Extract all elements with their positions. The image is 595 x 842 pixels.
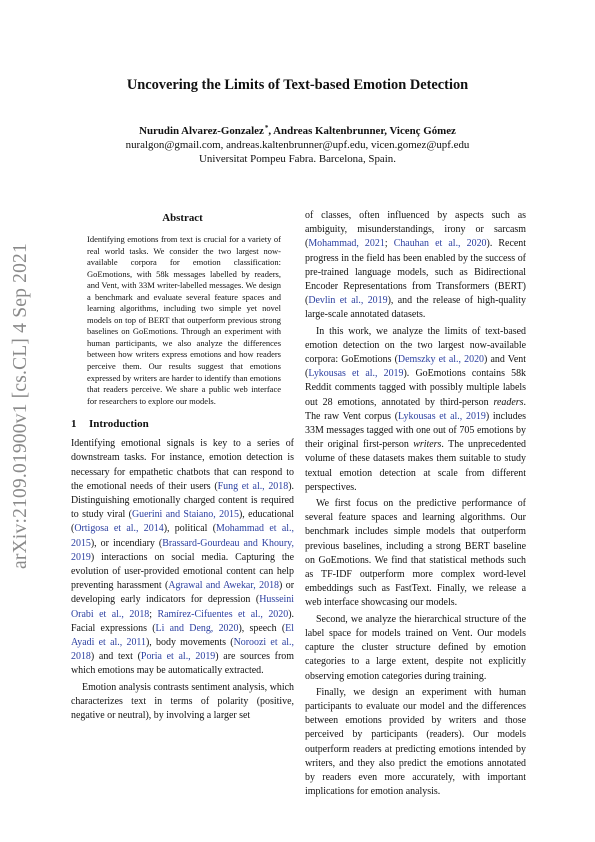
text-run: ) and Vent ( <box>305 354 526 380</box>
intro-paragraph-3 <box>305 325 526 495</box>
text-run: of classes, often influenced by aspects such as ambiguity, misunderstandings, irony or sarcasm ( <box>305 210 526 250</box>
citation-link[interactable]: Lykousas et al., 2019 <box>308 368 404 380</box>
citation-link[interactable]: Ortigosa et al., 2014 <box>74 523 164 535</box>
section-heading-introduction <box>71 418 294 430</box>
citation-link[interactable]: Ramírez-Cifuentes et al., 2020 <box>157 608 289 620</box>
text-run: ). Facial expressions ( <box>71 608 294 634</box>
text-run: ). GoEmotions contains 58k Reddit comments tagged with possibly multiple labels out 28 emotions, annotated by third-person <box>305 368 527 408</box>
text-run: ), speech ( <box>238 622 286 634</box>
author-footnote-mark[interactable]: * <box>264 124 269 132</box>
intro-paragraph-2-continued <box>305 209 526 323</box>
intro-paragraph-5: Second, we analyze the hierarchical structure of the label space for models trained on Vent. Our models capture the cluster structure defined by emotion categories to a large extent, despite not explicitly observing emotion categories during training. <box>305 613 526 682</box>
intro-paragraph-1 <box>71 437 294 678</box>
citation-link[interactable]: Husseini Orabi et al., 2018 <box>71 594 294 620</box>
intro-paragraph-2: Emotion analysis contrasts sentiment analysis, which characterizes text in terms of polarity (positive, negative or neutral), by involving a larger set <box>71 681 294 722</box>
citation-link[interactable]: Mohammad et al., 2015 <box>71 523 294 549</box>
intro-paragraph-6: Finally, we design an experiment with human participants to evaluate our model and the differences between emotions provided by writers and those perceived by participants (readers). Our models outperform readers at predicting emotions intended by writers, and they also predict the emotions annotated by readers even more accurately, with important implications for emotion analysis. <box>305 686 526 798</box>
text-run: ; <box>149 608 158 620</box>
text-run: ) interactions on social media. Capturing the evolution of user-provided emotional content can help preventing harassment ( <box>71 551 294 592</box>
author-block <box>0 121 595 167</box>
text-run: ) includes 33M messages tagged with one out of 705 emotions by their original first-person <box>305 410 527 451</box>
author-affiliation: Universitat Pompeu Fabra. Barcelona, Spain. <box>199 153 396 166</box>
text-run: ). Distinguishing emotionally charged content is required to study viral ( <box>71 480 294 521</box>
text-run: ) and text ( <box>90 651 141 663</box>
text-run: In this work, we analyze the limits of text-based emotion detection on the two largest now-available corpora: GoEmotions ( <box>305 325 526 366</box>
citation-link[interactable]: Devlin et al., 2019 <box>308 295 388 307</box>
citation-link[interactable]: Agrawal and Awekar, 2018 <box>168 580 280 592</box>
citation-link[interactable]: Poria et al., 2019 <box>140 651 216 663</box>
text-run: ) or developing early indicators for depression ( <box>71 580 294 606</box>
other-authors: , Andreas Kaltenbrunner, Vicenç Gómez <box>268 125 456 137</box>
author-names <box>0 121 595 138</box>
text-run: ). Recent progress in the field has been enabled by the success of pre-trained language models, such as Bidirectional Encoder Representations from Transformers (BERT) ( <box>305 238 527 307</box>
text-run: ) are sources from which emotions may be automatically extracted. <box>71 651 294 677</box>
text-run: ), body movements ( <box>145 637 234 649</box>
text-run: ), or incendiary ( <box>90 537 163 549</box>
arxiv-identifier-text: arXiv:2109.01900v1 [cs.CL] 4 Sep 2021 <box>10 243 31 569</box>
text-run: . The unprecedented volume of these datasets makes them suitable to study textual emotion detection at scale from different perspectives. <box>305 439 526 493</box>
text-run: Identifying emotional signals is key to a series of downstream tasks. For instance, emotion detection is necessary for empathetic chatbots that can respond to the emotional needs of their users ( <box>71 438 294 492</box>
intro-paragraph-4: We first focus on the predictive performance of several feature spaces and learning algorithms. Our benchmark includes simple models that outperform previous baselines, including a strong BERT baseline on GoEmotions. We find that statistical methods such as TF-IDF outperform more complex word-level embeddings such as FastText. Finally, we release a web interface showcasing our models. <box>305 498 526 609</box>
citation-link[interactable]: Chauhan et al., 2020 <box>393 238 487 250</box>
text-run: . The raw Vent corpus ( <box>305 396 526 422</box>
citation-link[interactable]: Lykousas et al., 2019 <box>398 410 486 422</box>
text-run: ), political ( <box>163 523 216 535</box>
section-number: 1 <box>71 418 77 431</box>
first-author: Nurudin Alvarez-Gonzalez <box>139 125 264 137</box>
emphasis-text: writers <box>413 439 442 451</box>
citation-link[interactable]: Mohammad, 2021 <box>308 238 385 250</box>
left-column <box>71 212 294 723</box>
citation-link[interactable]: Fung et al., 2018 <box>217 480 289 492</box>
text-run: ; <box>384 238 394 250</box>
section-title: Introduction <box>89 418 149 431</box>
citation-link[interactable]: Guerini and Staiano, 2015 <box>131 509 239 521</box>
author-emails: nuralgon@gmail.com, andreas.kaltenbrunner@upf.edu, vicen.gomez@upf.edu <box>125 139 470 152</box>
arxiv-identifier <box>6 196 36 616</box>
right-column <box>305 209 526 799</box>
citation-link[interactable]: Noroozi et al., 2018 <box>71 637 294 663</box>
emphasis-text: readers <box>493 396 524 408</box>
citation-link[interactable]: Li and Deng, 2020 <box>155 622 239 634</box>
abstract-heading: Abstract <box>162 212 203 224</box>
citation-link[interactable]: Brassard-Gourdeau and Khoury, 2019 <box>71 537 294 563</box>
paper-title: Uncovering the Limits of Text-based Emotion Detection <box>126 77 469 93</box>
citation-link[interactable]: Demszky et al., 2020 <box>397 354 485 366</box>
citation-link[interactable]: El Ayadi et al., 2011 <box>71 622 294 649</box>
text-run: ), and the release of high-quality large-scale annotated datasets. <box>305 295 527 321</box>
text-run: ), educational ( <box>71 509 294 535</box>
abstract-body: Identifying emotions from text is crucial for a variety of real world tasks. We consider the two largest now-available corpora for emotion classification: GoEmotions, with 58k messages labelled by readers, and Vent, with 33M writer-labelled messages. We design a benchmark and evaluate several feature spaces and learning algorithms, including two simple yet novel models on top of BERT that outperform previous strong baselines on GoEmotions. Through an experiment with human participants, we also analyze the differences between how writers express emotions and how readers perceive them. Our results suggest that emotions expressed by writers are harder to identify than emotions that readers perceive. We share a public web interface for researchers to explore our models. <box>87 234 281 406</box>
